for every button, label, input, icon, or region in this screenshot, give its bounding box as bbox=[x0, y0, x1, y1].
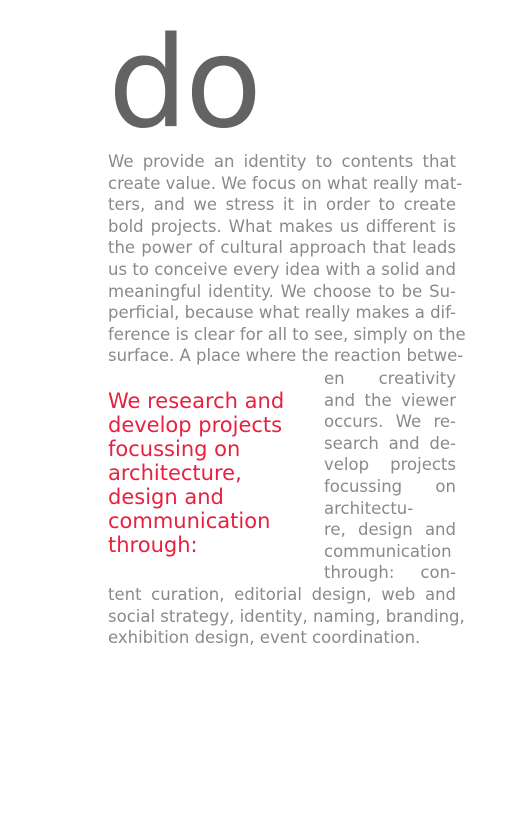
body-text-line: en creativity bbox=[324, 369, 456, 388]
narrow-column-text bbox=[324, 368, 456, 584]
pull-quote bbox=[108, 389, 308, 557]
body-text-line: ference is clear for all to see, simply on the bbox=[108, 324, 466, 344]
body-text-line: architectu- bbox=[324, 498, 414, 518]
body-text-line: the power of cultural approach that leads bbox=[108, 238, 456, 258]
body-text-line: surface. A place where the reaction betwe- bbox=[108, 346, 464, 366]
page-title: do bbox=[108, 9, 260, 156]
body-text-line: exhibition design, event coordination. bbox=[108, 628, 421, 648]
body-text-line: We provide an identity to contents that bbox=[108, 152, 456, 171]
body-text-line: occurs. We re- bbox=[324, 412, 456, 432]
body-text-line: us to conceive every idea with a solid and bbox=[108, 259, 456, 279]
intro-paragraph bbox=[108, 151, 466, 367]
pull-quote-line: architecture, bbox=[108, 461, 242, 485]
body-text-line: communication bbox=[324, 541, 452, 561]
closing-paragraph bbox=[108, 584, 465, 649]
pull-quote-line: design and bbox=[108, 485, 224, 509]
pull-quote-line: focussing on bbox=[108, 437, 241, 461]
body-text-line: social strategy, identity, naming, branding, bbox=[108, 606, 465, 626]
pull-quote-line: communication bbox=[108, 509, 271, 533]
body-text-line: bold projects. What makes us different is bbox=[108, 216, 456, 236]
body-text-line: re, design and bbox=[324, 520, 456, 540]
body-text-line: focussing on bbox=[324, 476, 456, 496]
pull-quote-line: through: bbox=[108, 533, 198, 557]
body-text-line: create value. We focus on what really mat- bbox=[108, 173, 463, 193]
body-text-line: perficial, because what really makes a dif- bbox=[108, 303, 456, 323]
body-text-line: through: con- bbox=[324, 563, 456, 583]
body-text-line: meaningful identity. We choose to be Su- bbox=[108, 281, 456, 301]
body-text-line: and the viewer bbox=[324, 390, 456, 410]
body-text-line: tent curation, editorial design, web and bbox=[108, 585, 456, 604]
pull-quote-line: develop projects bbox=[108, 413, 283, 437]
pull-quote-line: We research and bbox=[108, 389, 285, 413]
body-text-line: search and de- bbox=[324, 433, 456, 453]
body-text-line: velop projects bbox=[324, 455, 456, 475]
body-text-line: ters, and we stress it in order to create bbox=[108, 195, 456, 215]
